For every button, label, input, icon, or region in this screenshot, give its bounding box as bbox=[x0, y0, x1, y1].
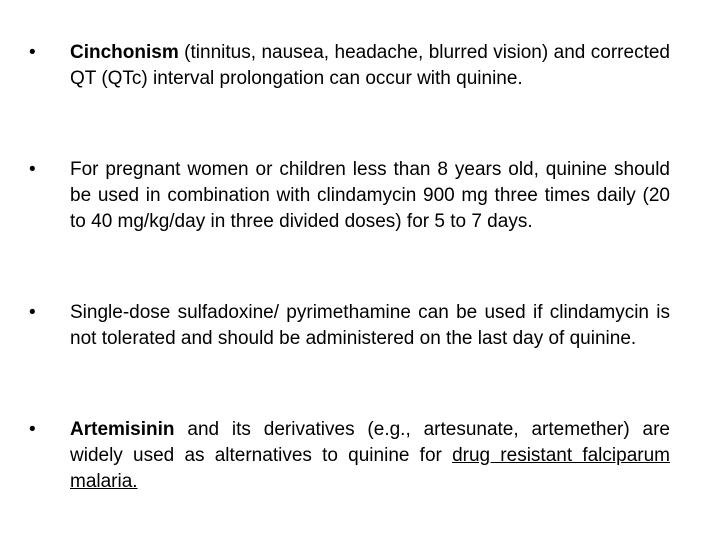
bullet-bold-term: Artemisinin bbox=[70, 419, 175, 440]
bullet-dot: • bbox=[29, 42, 36, 63]
bullet-dot: • bbox=[29, 419, 36, 440]
bullet-underlined-text: drug resistant falciparum malaria. bbox=[70, 445, 670, 492]
bullet-item-sulfadoxine bbox=[29, 300, 670, 352]
bullet-bold-term: Cinchonism bbox=[70, 42, 179, 63]
bullet-text: Single-dose sulfadoxine/ pyrimethamine can be used if clindamycin is not tolerated and should be administered on the last day of quinine. bbox=[70, 302, 670, 349]
bullet-text: (tinnitus, nausea, headache, blurred vision) and corrected QT (QTc) interval prolongation can occur with quinine. bbox=[70, 42, 670, 89]
bullet-text: and its derivatives (e.g., artesunate, artemether) are widely used as alternatives to quinine for bbox=[70, 419, 670, 466]
bullet-dot: • bbox=[29, 302, 36, 323]
bullet-item-cinchonism bbox=[29, 40, 670, 92]
bullet-text: For pregnant women or children less than 8 years old, quinine should be used in combination with clindamycin 900 mg three times daily (20 to 40 mg/kg/day in three divided doses) for 5 to 7 days. bbox=[70, 159, 670, 232]
bullet-item-pregnant-women bbox=[29, 157, 670, 235]
bullet-dot: • bbox=[29, 159, 36, 180]
bullet-item-artemisinin bbox=[29, 417, 670, 495]
